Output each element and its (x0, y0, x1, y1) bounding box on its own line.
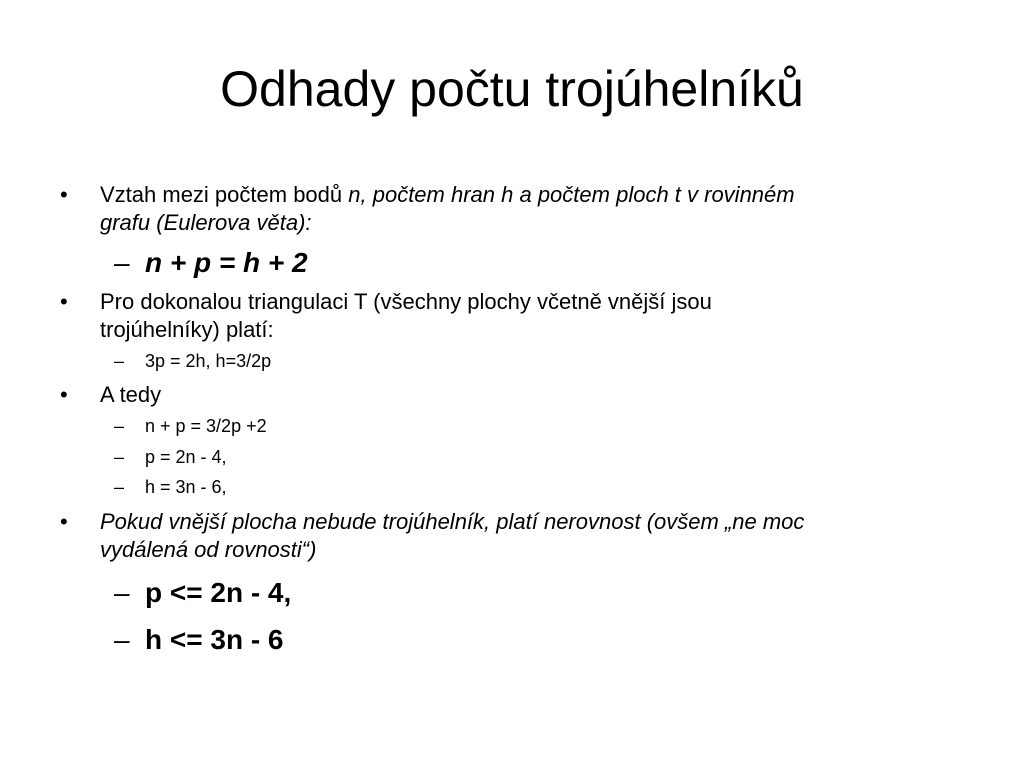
bullet-2-text-a: Pro dokonalou triangulaci T (všechny plochy včetně vnější jsou (100, 289, 712, 314)
bullet-1-text-c: grafu (Eulerova věta): (100, 210, 312, 235)
dash-icon: – (114, 247, 130, 278)
dash-icon: – (114, 624, 130, 655)
bullet-2-text-b: trojúhelníky) platí: (100, 317, 274, 342)
bullet-icon: • (60, 509, 68, 534)
bullet-3-text: A tedy (100, 382, 162, 407)
bullet-4-text-a: Pokud vnější plocha nebude trojúhelník, platí nerovnost (ovšem „ne moc (100, 509, 805, 534)
bullet-icon: • (60, 182, 68, 207)
dash-icon: – (114, 416, 125, 436)
bullet-1-text-a: Vztah mezi počtem bodů (100, 182, 343, 207)
dash-icon: – (114, 577, 130, 608)
dash-icon: – (114, 447, 125, 467)
sub-3-2-text: p = 2n - 4, (145, 447, 227, 467)
dash-icon: – (114, 351, 125, 371)
sub-3-1-text: n + p = 3/2p +2 (145, 416, 267, 436)
bullet-icon: • (60, 382, 68, 407)
sub-4-2-text: h <= 3n - 6 (145, 624, 284, 655)
sub-2-1-text: 3p = 2h, h=3/2p (145, 351, 272, 371)
sub-1-1-text: n + p = h + 2 (145, 247, 308, 278)
sub-4-1-text: p <= 2n - 4, (145, 577, 292, 608)
slide-title: Odhady počtu trojúhelníků (220, 61, 804, 117)
dash-icon: – (114, 477, 125, 497)
bullet-4-text-b: vydálená od rovnosti“) (100, 537, 317, 562)
bullet-icon: • (60, 289, 68, 314)
bullet-1-text-b: n, počtem hran h a počtem ploch t v rovinném (348, 182, 795, 207)
sub-3-3-text: h = 3n - 6, (145, 477, 227, 497)
